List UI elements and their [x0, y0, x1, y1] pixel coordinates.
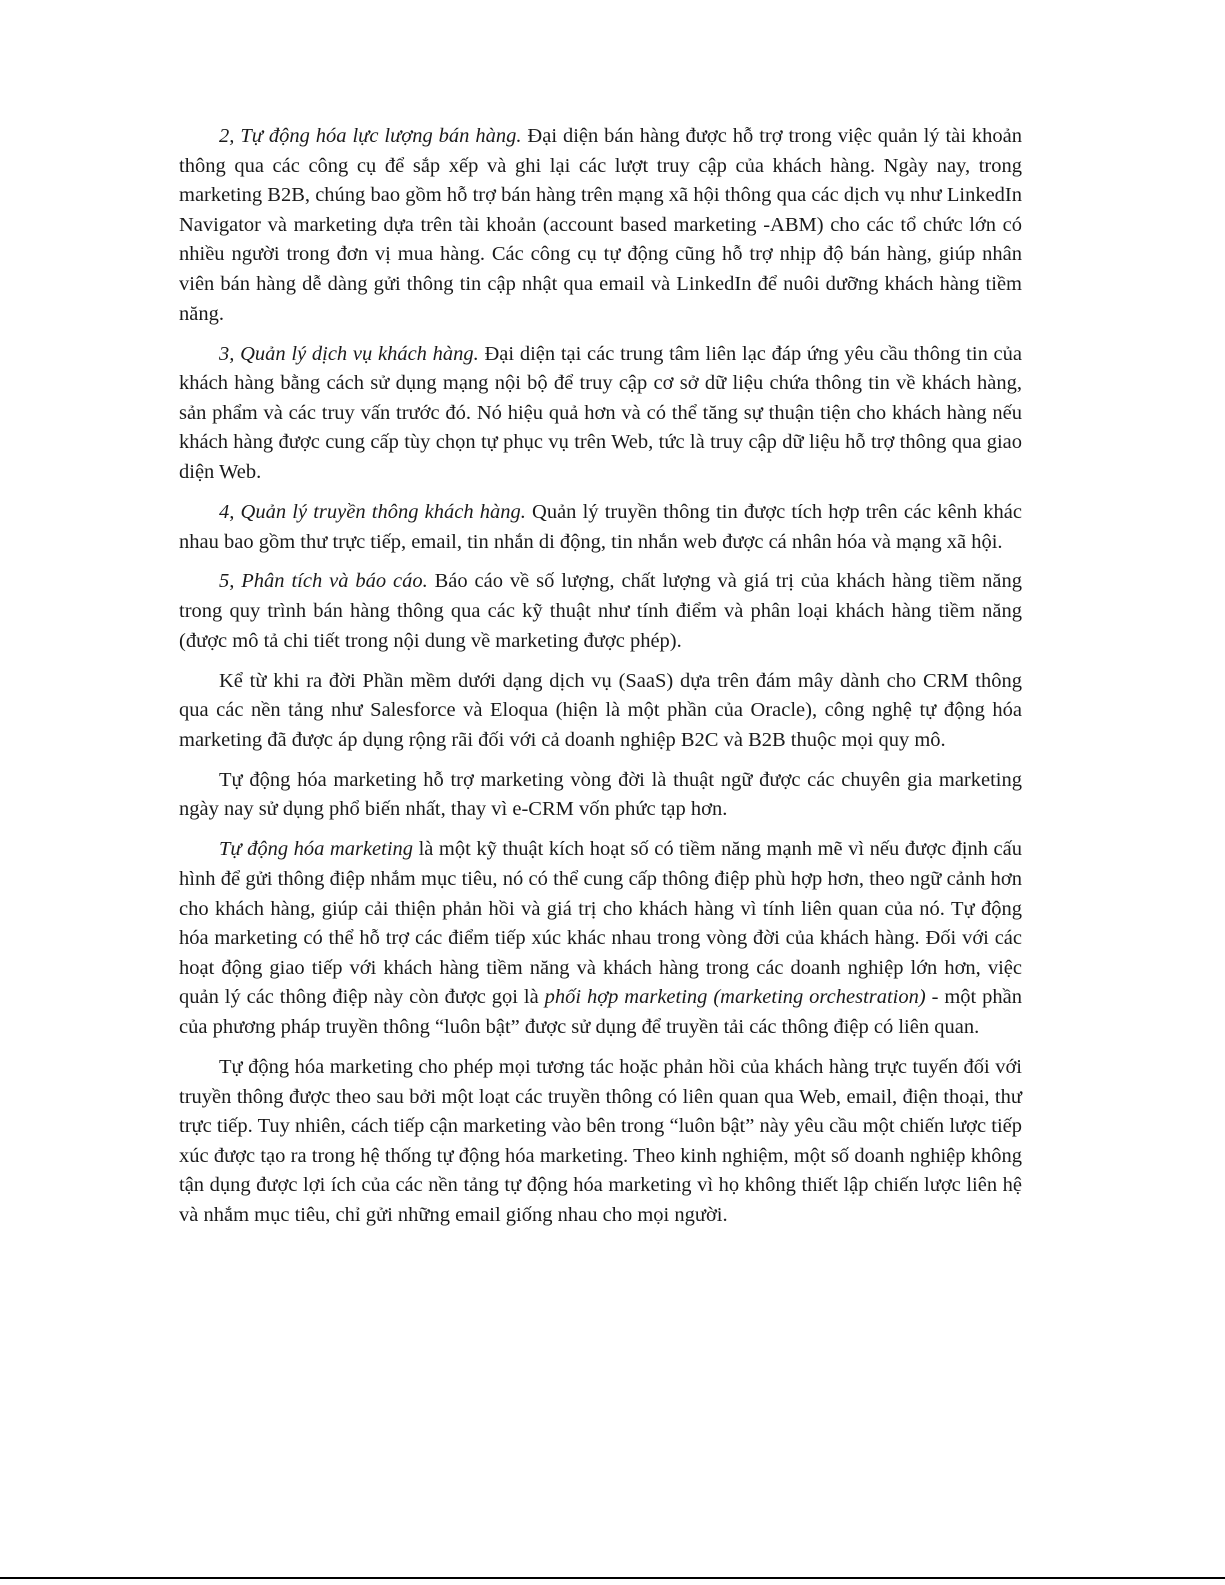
paragraph-analysis-and-reporting — [179, 567, 1022, 656]
page-bottom-border — [0, 1577, 1225, 1579]
paragraph-lead: 3, Quản lý dịch vụ khách hàng. — [219, 342, 479, 365]
paragraph-text: Báo cáo về số lượng, chất lượng và giá trị của khách hàng tiềm năng trong quy trình bán hàng thông qua các kỹ thuật như tính điểm và phân loại khách hàng tiềm năng (được mô tả chi tiết trong nội dung về marketing được phép). — [179, 570, 1022, 652]
paragraph-lead: 5, Phân tích và báo cáo. — [219, 570, 428, 593]
paragraph-text: Đại diện tại các trung tâm liên lạc đáp ứng yêu cầu thông tin của khách hàng bằng cách sử dụng mạng nội bộ để truy cập cơ sở dữ liệu chứa thông tin về khách hàng, sản phẩm và các truy vấn trước đó. Nó hiệu quả hơn và có thể tăng sự thuận tiện cho khách hàng nếu khách hàng được cung cấp tùy chọn tự phục vụ trên Web, tức là truy cập dữ liệu hỗ trợ thông qua giao diện Web. — [179, 342, 1022, 483]
paragraph-customer-service-management — [179, 340, 1022, 488]
paragraph-lead: Tự động hóa marketing — [219, 838, 414, 861]
paragraph-text: là một kỹ thuật kích hoạt số có tiềm năng mạnh mẽ vì nếu được định cấu hình để gửi thông điệp nhắm mục tiêu, nó có thể cung cấp thông điệp phù hợp hơn, theo ngữ cảnh hơn cho khách hàng, giúp cải thiện phản hồi và giá trị cho khách hàng vì tính liên quan của nó. Tự động hóa marketing có thể hỗ trợ các điểm tiếp xúc khác nhau trong vòng đời của khách hàng. Đối với các hoạt động giao tiếp với khách hàng tiềm năng và khách hàng trong các doanh nghiệp lớn hơn, việc quản lý các thông điệp này còn được gọi là — [179, 838, 1023, 1009]
paragraph-text: Kể từ khi ra đời Phần mềm dưới dạng dịch vụ (SaaS) dựa trên đám mây dành cho CRM thông qua các nền tảng như Salesforce và Eloqua (hiện là một phần của Oracle), công nghệ tự động hóa marketing đã được áp dụng rộng rãi đối với cả doanh nghiệp B2C và B2B thuộc mọi quy mô. — [179, 669, 1022, 751]
paragraph-customer-communications-management — [179, 498, 1022, 557]
paragraph-marketing-automation — [179, 835, 1022, 1042]
paragraph-sales-force-automation — [179, 122, 1022, 329]
paragraph-saas-crm — [179, 667, 1022, 756]
paragraph-text-continued: - một phần của phương pháp truyền thông “luôn bật” được sử dụng để truyền tải các thông điệp có liên quan. — [179, 986, 1022, 1038]
paragraph-emphasis: phối hợp marketing (marketing orchestration) — [544, 986, 926, 1009]
paragraph-lifecycle-marketing — [179, 766, 1022, 825]
paragraph-lead: 2, Tự động hóa lực lượng bán hàng. — [219, 125, 522, 147]
document-body — [179, 122, 1022, 1241]
paragraph-text: Đại diện bán hàng được hỗ trợ trong việc quản lý tài khoản thông qua các công cụ để sắp xếp và ghi lại các lượt truy cập của khách hàng. Ngày nay, trong marketing B2B, chúng bao gồm hỗ trợ bán hàng trên mạng xã hội thông qua các dịch vụ như LinkedIn Navigator và marketing dựa trên tài khoản (account based marketing -ABM) cho các tổ chức lớn có nhiều người trong đơn vị mua hàng. Các công cụ tự động cũng hỗ trợ nhịp độ bán hàng, giúp nhân viên bán hàng dễ dàng gửi thông tin cập nhật qua email và LinkedIn để nuôi dưỡng khách hàng tiềm năng. — [179, 125, 1022, 325]
paragraph-text: Quản lý truyền thông tin được tích hợp trên các kênh khác nhau bao gồm thư trực tiếp, email, tin nhắn di động, tin nhắn web được cá nhân hóa và mạng xã hội. — [179, 500, 1022, 553]
paragraph-lead: 4, Quản lý truyền thông khách hàng. — [219, 500, 526, 523]
paragraph-always-on-strategy — [179, 1053, 1022, 1231]
paragraph-text: Tự động hóa marketing hỗ trợ marketing vòng đời là thuật ngữ được các chuyên gia marketing ngày nay sử dụng phổ biến nhất, thay vì e-CRM vốn phức tạp hơn. — [179, 768, 1022, 821]
paragraph-text: Tự động hóa marketing cho phép mọi tương tác hoặc phản hồi của khách hàng trực tuyến đối với truyền thông được theo sau bởi một loạt các truyền thông có liên quan qua Web, email, điện thoại, thư trực tiếp. Tuy nhiên, cách tiếp cận marketing vào bên trong “luôn bật” này yêu cầu một chiến lược tiếp xúc được tạo ra trong hệ thống tự động hóa marketing. Theo kinh nghiệm, một số doanh nghiệp không tận dụng được lợi ích của các nền tảng tự động hóa marketing vì họ không thiết lập chiến lược liên hệ và nhắm mục tiêu, chỉ gửi những email giống nhau cho mọi người. — [179, 1055, 1022, 1226]
